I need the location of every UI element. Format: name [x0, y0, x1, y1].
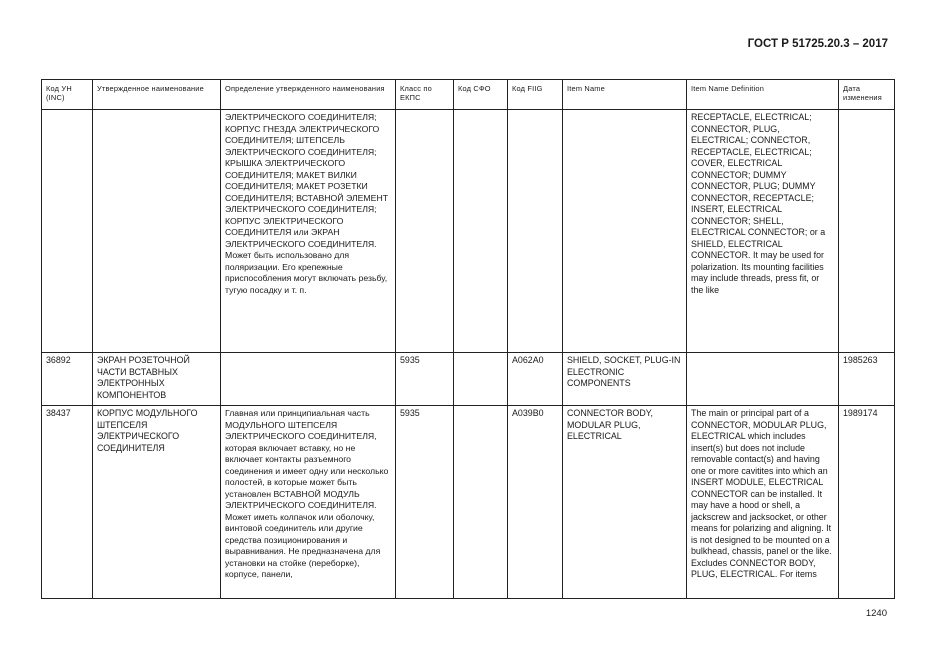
cell-inc: 38437	[42, 406, 93, 599]
col-header-sfo: Код СФО	[454, 80, 508, 110]
cell-definition-en: RECEPTACLE, ELECTRICAL; CONNECTOR, PLUG, ELECTRICAL; CONNECTOR, RECEPTACLE, ELECTRICAL; COVER, ELECTRICAL CONNECTOR; DUMMY CONNECTOR, PLUG; DUMMY CONNECTOR, RECEPTACLE; INSERT, ELECTRICAL CONNECTOR; SHELL, ELECTRICAL CONNECTOR; or a SHIELD, ELECTRICAL CONNECTOR. It may be used for polarization. Its mounting facilities may include threads, press fit, or the like	[687, 110, 839, 353]
table-header-row	[42, 80, 895, 110]
cell-item-name	[563, 110, 687, 353]
table-row	[42, 406, 895, 599]
col-header-class: Класс по ЕКПС	[396, 80, 454, 110]
cell-item-name: SHIELD, SOCKET, PLUG-IN ELECTRONIC COMPONENTS	[563, 353, 687, 406]
table-row	[42, 353, 895, 406]
cell-fiig	[508, 110, 563, 353]
cell-sfo	[454, 353, 508, 406]
col-header-item-name: Item Name	[563, 80, 687, 110]
col-header-fiig: Код FIIG	[508, 80, 563, 110]
col-header-definition-ru: Определение утвержденного наименования	[221, 80, 396, 110]
standard-code: ГОСТ Р 51725.20.3 – 2017	[747, 38, 888, 50]
cell-approved-name	[93, 110, 221, 353]
page-number: 1240	[865, 608, 887, 619]
cell-date: 1985263	[839, 353, 895, 406]
cell-class: 5935	[396, 353, 454, 406]
cell-inc	[42, 110, 93, 353]
cell-class: 5935	[396, 406, 454, 599]
cell-definition-ru: Главная или принципиальная часть МОДУЛЬНОГО ШТЕПСЕЛЯ ЭЛЕКТРИЧЕСКОГО СОЕДИНИТЕЛЯ, которая включает вставку, но не включает контакты разъемного соединения и имеет одну или несколько полостей, в которые может быть установлен ВСТАВНОЙ МОДУЛЬ ЭЛЕКТРИЧЕСКОГО СОЕДИНИТЕЛЯ. Может иметь колпачок или оболочку, винтовой соединитель или другие средства позиционирования и выравнивания. Не предназначена для установки на стойке (переборке), корпусе, панели,	[221, 406, 396, 599]
nomenclature-table	[41, 79, 895, 599]
cell-fiig: A062A0	[508, 353, 563, 406]
col-header-inc: Код УН (INC)	[42, 80, 93, 110]
cell-sfo	[454, 406, 508, 599]
cell-inc: 36892	[42, 353, 93, 406]
col-header-definition-en: Item Name Definition	[687, 80, 839, 110]
col-header-approved-name: Утвержденное наименование	[93, 80, 221, 110]
cell-sfo	[454, 110, 508, 353]
col-header-date: Дата изменения	[839, 80, 895, 110]
cell-fiig: A039B0	[508, 406, 563, 599]
cell-approved-name: КОРПУС МОДУЛЬНОГО ШТЕПСЕЛЯ ЭЛЕКТРИЧЕСКОГО СОЕДИНИТЕЛЯ	[93, 406, 221, 599]
cell-definition-ru	[221, 353, 396, 406]
cell-definition-en	[687, 353, 839, 406]
cell-definition-ru: ЭЛЕКТРИЧЕСКОГО СОЕДИНИТЕЛЯ; КОРПУС ГНЕЗДА ЭЛЕКТРИЧЕСКОГО СОЕДИНИТЕЛЯ; ШТЕПСЕЛЬ ЭЛЕКТРИЧЕСКОГО СОЕДИНИТЕЛЯ; КРЫШКА ЭЛЕКТРИЧЕСКОГО СОЕДИНИТЕЛЯ; МАКЕТ ВИЛКИ СОЕДИНИТЕЛЯ; МАКЕТ РОЗЕТКИ СОЕДИНИТЕЛЯ; ВСТАВНОЙ ЭЛЕМЕНТ ЭЛЕКТРИЧЕСКОГО СОЕДИНИТЕЛЯ; КОРПУС ЭЛЕКТРИЧЕСКОГО СОЕДИНИТЕЛЯ или ЭКРАН ЭЛЕКТРИЧЕСКОГО СОЕДИНИТЕЛЯ. Может быть использовано для поляризации. Его крепежные приспособления могут включать резьбу, тугую посадку и т. п.	[221, 110, 396, 353]
cell-class	[396, 110, 454, 353]
cell-date	[839, 110, 895, 353]
cell-item-name: CONNECTOR BODY, MODULAR PLUG, ELECTRICAL	[563, 406, 687, 599]
table-row	[42, 110, 895, 353]
cell-definition-en: The main or principal part of a CONNECTOR, MODULAR PLUG, ELECTRICAL which includes insert(s) but does not include removable contact(s) and having one or more cavitites into which an INSERT MODULE, ELECTRICAL CONNECTOR can be installed. It may have a hood or shell, a jackscrew and jacksocket, or other means for polarizing and aligning. It is not designed to be mounted on a bulkhead, chassis, panel or the like. Excludes CONNECTOR BODY, PLUG, ELECTRICAL. For items	[687, 406, 839, 599]
cell-approved-name: ЭКРАН РОЗЕТОЧНОЙ ЧАСТИ ВСТАВНЫХ ЭЛЕКТРОННЫХ КОМПОНЕНТОВ	[93, 353, 221, 406]
cell-date: 1989174	[839, 406, 895, 599]
